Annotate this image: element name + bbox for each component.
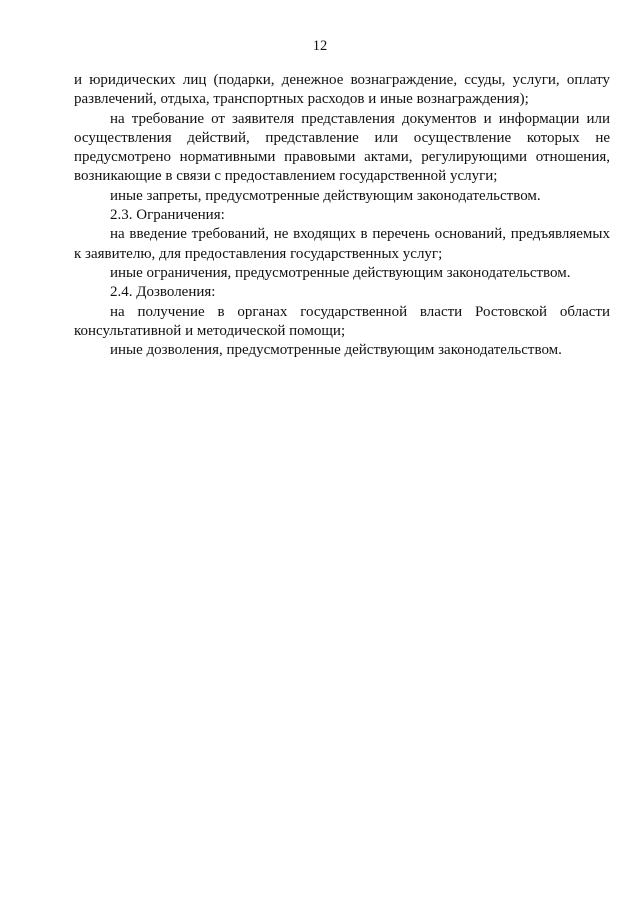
paragraph-other-prohibitions: иные запреты, предусмотренные действующим законодательством. xyxy=(110,187,541,204)
paragraph-other-restrictions: иные ограничения, предусмотренные действующим законодательством. xyxy=(110,264,571,281)
page-number: 12 xyxy=(312,38,328,54)
section-heading-permissions: 2.4. Дозволения: xyxy=(110,284,216,301)
paragraph-restriction-requirements: на введение требований, не входящих в перечень оснований, предъявляемых к заявителю, для предоставления государственных услуг; xyxy=(74,226,610,262)
paragraph-prohibition-requirement: на требование от заявителя представления документов и информации или осуществления действий, представление или осуществление которых не предусмотрено нормативными правовыми актами, регулирующими отношения, возникающие в связи с предоставлением государственной услуги; xyxy=(74,110,610,185)
paragraph-continuation: и юридических лиц (подарки, денежное вознаграждение, ссуды, услуги, оплату развлечений, отдыха, транспортных расходов и иные вознаграждения); xyxy=(74,72,610,108)
document-body xyxy=(74,71,610,360)
paragraph-permission-consultation: на получение в органах государственной власти Ростовской области консультативной и методической помощи; xyxy=(74,303,610,339)
section-heading-restrictions: 2.3. Ограничения: xyxy=(110,207,225,224)
paragraph-other-permissions: иные дозволения, предусмотренные действующим законодательством. xyxy=(110,342,562,359)
